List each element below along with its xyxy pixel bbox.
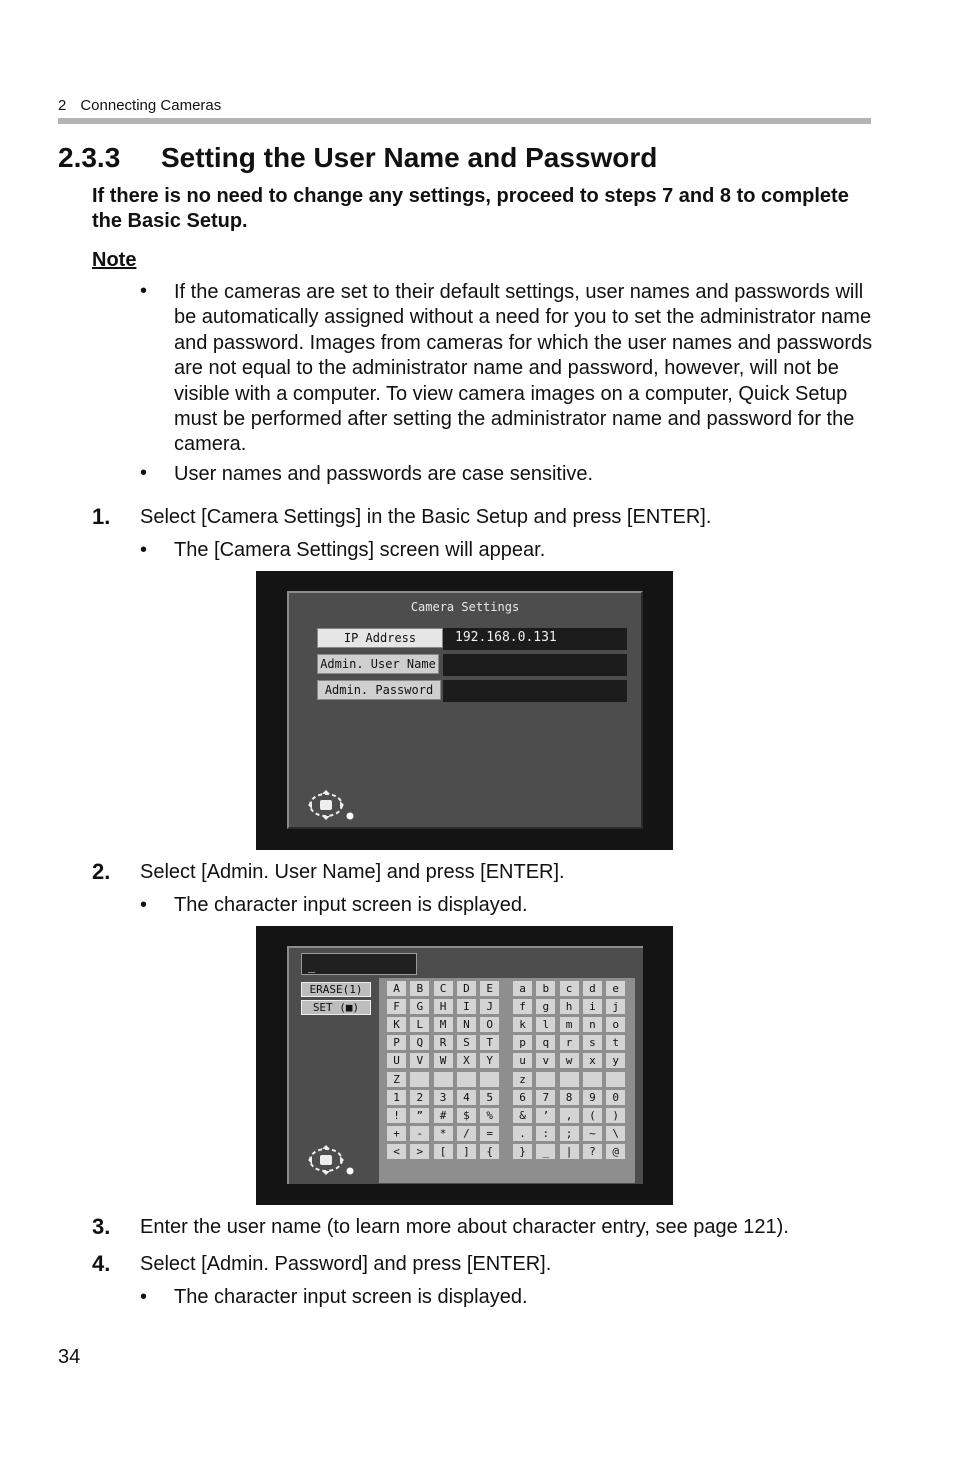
character-input-screenshot [256, 926, 673, 1205]
note-bullet: If the cameras are set to their default settings, user names and passwords will be automatically assigned without a need for you to set the administrator name and password. Images from cameras for which the user names and passwords are not equal to the administrator name and password, however, will not be visible with a computer. To view camera images on a computer, Quick Setup must be performed after setting the administrator name and password for the camera. [174, 281, 873, 456]
character-key[interactable]: 2 [410, 1090, 429, 1105]
character-key[interactable]: j [606, 999, 625, 1014]
step-text: Select [Camera Settings] in the Basic Setup and press [ENTER]. [140, 506, 712, 528]
step-number: 2. [92, 859, 111, 884]
character-key[interactable]: % [480, 1108, 499, 1123]
character-key[interactable]: V [410, 1053, 429, 1068]
character-key[interactable]: B [410, 981, 429, 996]
section-number: 2.3.3 [58, 142, 121, 173]
joystick-icon [307, 789, 357, 823]
character-key[interactable]: @ [606, 1144, 625, 1159]
character-key[interactable]: ( [583, 1108, 602, 1123]
character-key[interactable] [480, 1072, 499, 1087]
character-key[interactable]: F [387, 999, 406, 1014]
character-key[interactable]: S [457, 1035, 476, 1050]
section-title: Setting the User Name and Password [161, 142, 658, 173]
header-rule [58, 118, 871, 124]
note-heading: Note [92, 249, 137, 271]
ip-address-value: 192.168.0.131 [443, 628, 627, 650]
character-key[interactable]: 7 [536, 1090, 555, 1105]
erase-button[interactable]: ERASE(1) [301, 982, 371, 997]
character-key[interactable]: # [434, 1108, 453, 1123]
character-key[interactable]: Y [480, 1053, 499, 1068]
character-key[interactable]: L [410, 1017, 429, 1032]
admin-user-name-button[interactable]: Admin. User Name [317, 654, 439, 674]
character-key[interactable]: I [457, 999, 476, 1014]
character-key[interactable]: & [513, 1108, 532, 1123]
set-button[interactable]: SET (■) [301, 1000, 371, 1015]
character-key[interactable]: ; [560, 1126, 579, 1141]
step-number: 4. [92, 1251, 111, 1276]
character-input-panel [287, 946, 643, 1184]
character-key[interactable]: O [480, 1017, 499, 1032]
character-key[interactable]: k [513, 1017, 532, 1032]
character-key[interactable]: v [536, 1053, 555, 1068]
character-key[interactable]: q [536, 1035, 555, 1050]
character-key[interactable]: H [434, 999, 453, 1014]
character-key[interactable]: G [410, 999, 429, 1014]
character-key[interactable]: 4 [457, 1090, 476, 1105]
character-key[interactable] [410, 1072, 429, 1087]
character-key[interactable]: > [410, 1144, 429, 1159]
character-key[interactable]: e [606, 981, 625, 996]
note-bullet: User names and passwords are case sensitive. [174, 463, 594, 485]
bullet-dot: • [140, 539, 148, 561]
character-key[interactable]: ~ [583, 1126, 602, 1141]
character-key[interactable]: M [434, 1017, 453, 1032]
character-key[interactable]: n [583, 1017, 602, 1032]
character-key[interactable]: \ [606, 1126, 625, 1141]
character-key[interactable]: 8 [560, 1090, 579, 1105]
character-key[interactable]: R [434, 1035, 453, 1050]
character-key[interactable]: 3 [434, 1090, 453, 1105]
character-key[interactable]: z [513, 1072, 532, 1087]
character-input-field[interactable]: _ [301, 953, 417, 975]
character-key[interactable]: 0 [606, 1090, 625, 1105]
admin-password-value [443, 680, 627, 702]
character-key[interactable]: i [583, 999, 602, 1014]
step-number: 3. [92, 1214, 111, 1239]
character-key[interactable]: , [560, 1108, 579, 1123]
character-key[interactable]: 1 [387, 1090, 406, 1105]
step-text: Select [Admin. Password] and press [ENTER]. [140, 1253, 552, 1275]
step-number: 1. [92, 504, 111, 529]
character-key[interactable]: ) [606, 1108, 625, 1123]
character-key[interactable] [560, 1072, 579, 1087]
character-key[interactable]: d [583, 981, 602, 996]
ip-address-button[interactable]: IP Address [317, 628, 443, 648]
character-key[interactable]: + [387, 1126, 406, 1141]
character-key[interactable] [457, 1072, 476, 1087]
character-key[interactable]: ” [410, 1108, 429, 1123]
character-key[interactable]: g [536, 999, 555, 1014]
character-key[interactable]: x [583, 1053, 602, 1068]
character-key[interactable]: 9 [583, 1090, 602, 1105]
step-subtext: The [Camera Settings] screen will appear. [174, 539, 546, 561]
chapter-number: 2 [58, 97, 67, 114]
admin-password-button[interactable]: Admin. Password [317, 680, 441, 700]
character-key[interactable]: p [513, 1035, 532, 1050]
intro-text: If there is no need to change any settings, proceed to steps 7 and 8 to complete the Basic Setup. [92, 185, 849, 232]
character-key[interactable]: - [410, 1126, 429, 1141]
admin-user-name-value [443, 654, 627, 676]
character-key[interactable]: J [480, 999, 499, 1014]
bullet-dot: • [140, 462, 148, 484]
character-key[interactable]: E [480, 981, 499, 996]
chapter-title: Connecting Cameras [80, 97, 222, 114]
character-key[interactable]: m [560, 1017, 579, 1032]
character-key[interactable]: f [513, 999, 532, 1014]
character-key[interactable]: $ [457, 1108, 476, 1123]
character-key[interactable]: o [606, 1017, 625, 1032]
character-key[interactable]: 6 [513, 1090, 532, 1105]
character-key[interactable]: l [536, 1017, 555, 1032]
character-key[interactable]: u [513, 1053, 532, 1068]
character-key[interactable]: D [457, 981, 476, 996]
character-key[interactable]: } [513, 1144, 532, 1159]
character-key[interactable]: Q [410, 1035, 429, 1050]
screen-title: Camera Settings [410, 600, 520, 614]
character-key[interactable]: . [513, 1126, 532, 1141]
character-key[interactable]: t [606, 1035, 625, 1050]
step-subtext: The character input screen is displayed. [174, 1286, 528, 1308]
bullet-dot: • [140, 1286, 148, 1308]
character-key[interactable]: * [434, 1126, 453, 1141]
character-key[interactable]: K [387, 1017, 406, 1032]
step-subtext: The character input screen is displayed. [174, 894, 528, 916]
character-key[interactable]: 5 [480, 1090, 499, 1105]
character-key[interactable]: ] [457, 1144, 476, 1159]
character-key[interactable]: N [457, 1017, 476, 1032]
camera-settings-panel [287, 591, 643, 829]
character-key[interactable]: | [560, 1144, 579, 1159]
bullet-dot: • [140, 894, 148, 916]
character-key[interactable]: C [434, 981, 453, 996]
character-key[interactable]: X [457, 1053, 476, 1068]
character-key[interactable]: Z [387, 1072, 406, 1087]
character-key[interactable]: b [536, 981, 555, 996]
joystick-icon [307, 1144, 357, 1178]
character-key[interactable]: / [457, 1126, 476, 1141]
character-key[interactable] [606, 1072, 625, 1087]
character-key[interactable]: ? [583, 1144, 602, 1159]
character-key[interactable]: W [434, 1053, 453, 1068]
character-key[interactable]: w [560, 1053, 579, 1068]
character-key[interactable]: a [513, 981, 532, 996]
character-key[interactable] [536, 1072, 555, 1087]
character-key[interactable]: T [480, 1035, 499, 1050]
character-keyboard [379, 978, 635, 1183]
character-key[interactable]: [ [434, 1144, 453, 1159]
character-key[interactable]: r [560, 1035, 579, 1050]
character-key[interactable]: s [583, 1035, 602, 1050]
character-key[interactable]: _ [536, 1144, 555, 1159]
running-header [58, 97, 221, 114]
character-key[interactable]: ! [387, 1108, 406, 1123]
character-key[interactable] [434, 1072, 453, 1087]
character-key[interactable]: = [480, 1126, 499, 1141]
character-key[interactable]: U [387, 1053, 406, 1068]
step-text: Enter the user name (to learn more about character entry, see page 121). [140, 1216, 789, 1238]
character-key[interactable]: A [387, 981, 406, 996]
page-number: 34 [58, 1346, 81, 1368]
step-text: Select [Admin. User Name] and press [ENTER]. [140, 861, 565, 883]
camera-settings-screenshot [256, 571, 673, 850]
character-key[interactable]: h [560, 999, 579, 1014]
character-key[interactable]: ’ [536, 1108, 555, 1123]
character-key[interactable]: c [560, 981, 579, 996]
character-key[interactable]: : [536, 1126, 555, 1141]
character-key[interactable]: P [387, 1035, 406, 1050]
character-key[interactable]: y [606, 1053, 625, 1068]
character-key[interactable]: { [480, 1144, 499, 1159]
character-key[interactable] [583, 1072, 602, 1087]
bullet-dot: • [140, 280, 148, 302]
character-key[interactable]: < [387, 1144, 406, 1159]
